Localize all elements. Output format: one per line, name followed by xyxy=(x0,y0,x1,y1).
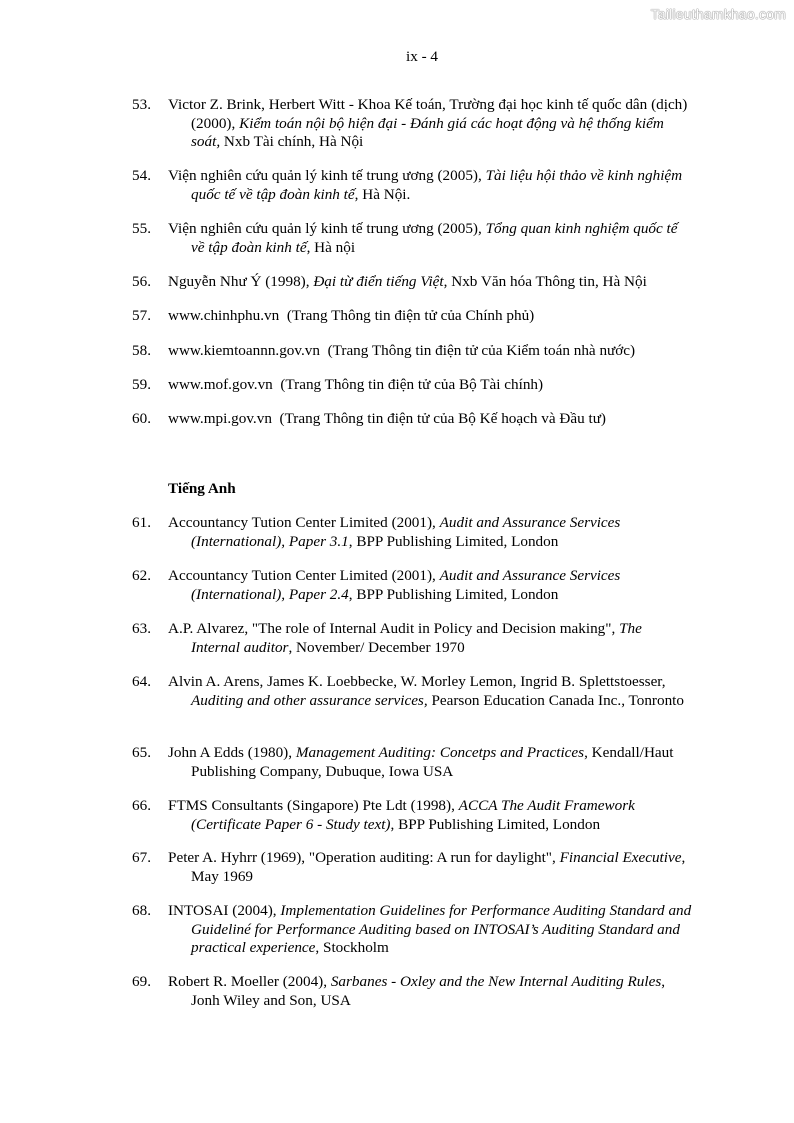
reference-number: 62. xyxy=(132,567,151,584)
reference-publisher: , Hà nội xyxy=(306,238,356,256)
reference-publisher: , Nxb Văn hóa Thông tin, Hà Nội xyxy=(443,273,647,290)
reference-number: 56. xyxy=(132,273,151,290)
reference-item xyxy=(132,973,692,1010)
reference-number: 64. xyxy=(132,673,151,690)
reference-item xyxy=(132,849,692,886)
reference-authors: Nguyễn Như Ý (1998), xyxy=(168,273,314,290)
reference-item xyxy=(132,744,692,781)
reference-publisher: , BPP Publishing Limited, London xyxy=(348,532,559,550)
reference-number: 57. xyxy=(132,307,151,324)
reference-title: Audit and Assurance Services (International), Paper 3.1 xyxy=(191,514,621,550)
reference-text: www.mpi.gov.vn (Trang Thông tin điện tử của Bộ Kế hoạch và Đầu tư) xyxy=(168,410,606,427)
reference-number: 58. xyxy=(132,342,151,359)
reference-item xyxy=(132,307,692,326)
reference-authors: Viện nghiên cứu quản lý kinh tế trung ương (2005), xyxy=(168,220,486,237)
reference-publisher: Pearson Education Canada Inc., Tonronto xyxy=(427,691,684,709)
reference-item xyxy=(132,797,692,834)
reference-title: Implementation Guidelines for Performance Auditing Standard and Guideliné for Performance Auditing based on INTOSAI’s Auditing Standard and practical experience xyxy=(191,902,692,957)
reference-publisher: , Stockholm xyxy=(315,939,389,957)
reference-authors: John A Edds (1980), xyxy=(168,744,296,761)
reference-item xyxy=(132,376,692,395)
reference-item xyxy=(132,567,692,604)
reference-publisher: Nxb Tài chính, Hà Nội xyxy=(220,133,364,151)
reference-title: Financial Executive xyxy=(559,849,682,866)
reference-title: Auditing and other assurance services, xyxy=(191,691,428,709)
reference-title: Audit and Assurance Services (International), Paper 2.4 xyxy=(191,567,621,603)
reference-title: Sarbanes - Oxley and the New Internal Auditing Rules xyxy=(330,973,662,990)
reference-publisher: , May 1969 xyxy=(191,849,686,885)
reference-number: 65. xyxy=(132,744,151,761)
reference-authors: INTOSAI (2004), xyxy=(168,902,281,919)
reference-number: 69. xyxy=(132,973,151,990)
reference-authors: Peter A. Hyhrr (1969), "Operation auditing: A run for daylight", xyxy=(168,849,560,866)
reference-authors: Alvin A. Arens, James K. Loebbecke, W. Morley Lemon, Ingrid B. Splettstoesser, xyxy=(168,673,666,690)
reference-item xyxy=(132,620,692,657)
page-number: ix - 4 xyxy=(405,48,439,65)
reference-number: 55. xyxy=(132,220,151,237)
reference-item xyxy=(132,514,692,551)
reference-authors: Victor Z. Brink, Herbert Witt - Khoa Kế toán, Trường đại học kinh tế quốc dân (dịch) (2000), xyxy=(168,96,688,132)
reference-authors: Robert R. Moeller (2004), xyxy=(168,973,331,990)
reference-item xyxy=(132,167,692,204)
reference-number: 66. xyxy=(132,797,151,814)
reference-text: www.kiemtoannn.gov.vn (Trang Thông tin điện tử của Kiểm toán nhà nước) xyxy=(168,342,636,359)
reference-item xyxy=(132,902,692,958)
reference-text: www.chinhphu.vn (Trang Thông tin điện tử của Chính phủ) xyxy=(168,307,535,324)
reference-authors: A.P. Alvarez, "The role of Internal Audit in Policy and Decision making", xyxy=(168,620,620,637)
reference-authors: Accountancy Tution Center Limited (2001), xyxy=(168,567,440,584)
reference-number: 67. xyxy=(132,849,151,866)
reference-item xyxy=(132,410,692,429)
reference-publisher: , November/ December 1970 xyxy=(288,638,465,656)
reference-number: 53. xyxy=(132,96,151,113)
reference-item xyxy=(132,220,692,257)
reference-number: 59. xyxy=(132,376,151,393)
reference-item xyxy=(132,342,692,361)
reference-title: ACCA The Audit Framework (Certificate Paper 6 - Study text) xyxy=(191,797,635,833)
reference-title: Đại từ điển tiếng Việt xyxy=(313,273,444,290)
reference-number: 54. xyxy=(132,167,151,184)
reference-publisher: , Jonh Wiley and Son, USA xyxy=(191,973,666,1009)
reference-item xyxy=(132,96,692,152)
reference-authors: Accountancy Tution Center Limited (2001), xyxy=(168,514,440,531)
reference-authors: FTMS Consultants (Singapore) Pte Ldt (1998), xyxy=(168,797,459,814)
reference-title: Management Auditing: Concetps and Practices xyxy=(295,744,585,761)
reference-title: Tài liệu hội thảo về kinh nghiệm quốc tế về tập đoàn kinh tế xyxy=(191,167,683,203)
reference-number: 61. xyxy=(132,514,151,531)
reference-authors: Viện nghiên cứu quản lý kinh tế trung ương (2005), xyxy=(168,167,486,184)
reference-title: Tổng quan kinh nghiệm quốc tế về tập đoàn kinh tế xyxy=(191,220,678,256)
reference-publisher: , Hà Nội. xyxy=(354,185,411,203)
watermark: Tailieuthamkhao.com xyxy=(650,6,786,22)
reference-publisher: , Kendall/Haut Publishing Company, Dubuque, Iowa USA xyxy=(191,744,674,780)
reference-publisher: , BPP Publishing Limited, London xyxy=(390,815,601,833)
reference-item xyxy=(132,673,692,710)
reference-title: Kiểm toán nội bộ hiện đại - Đánh giá các hoạt động và hệ thống kiểm soát, xyxy=(191,114,664,151)
reference-item xyxy=(132,273,692,292)
reference-number: 60. xyxy=(132,410,151,427)
reference-number: 63. xyxy=(132,620,151,637)
reference-publisher: , BPP Publishing Limited, London xyxy=(348,585,559,603)
reference-number: 68. xyxy=(132,902,151,919)
reference-text: www.mof.gov.vn (Trang Thông tin điện tử của Bộ Tài chính) xyxy=(168,376,544,393)
reference-title: The Internal auditor xyxy=(191,620,642,656)
section-heading: Tiếng Anh xyxy=(168,480,236,497)
